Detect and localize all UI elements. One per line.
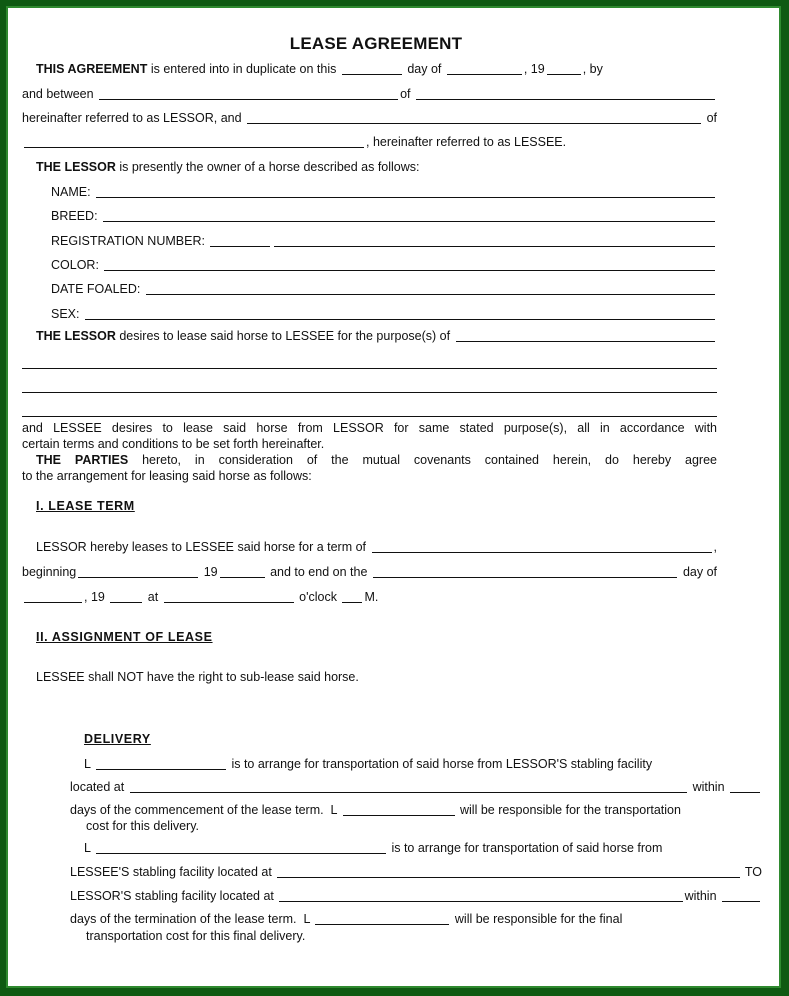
fill-in-blank	[456, 341, 715, 342]
form-text: and between	[22, 87, 98, 101]
form-line-breed	[51, 209, 717, 224]
form-text: , by	[582, 62, 603, 76]
fill-in-blank	[547, 74, 581, 75]
form-line-r5	[36, 160, 420, 175]
form-text: hereinafter referred to as LESSOR, and	[22, 111, 246, 125]
form-line-reg	[51, 234, 717, 249]
form-text: is to arrange for transportation of said horse from LESSOR'S stabling facility	[227, 757, 653, 771]
form-text: , 19	[523, 62, 545, 76]
form-text: within	[689, 780, 728, 794]
form-text: is to arrange for transportation of said horse from	[387, 841, 663, 855]
form-line-name	[51, 185, 717, 200]
form-text: 19	[200, 565, 218, 579]
purpose-blank-line	[22, 392, 717, 393]
form-line-term1	[36, 540, 717, 555]
parties-bold: THE PARTIES	[36, 453, 129, 467]
paragraph-line	[22, 452, 717, 468]
form-text: REGISTRATION NUMBER:	[51, 234, 209, 248]
form-line-d4	[86, 819, 199, 834]
form-line-d6	[70, 865, 762, 880]
fill-in-blank	[220, 577, 265, 578]
paragraph-line: to the arrangement for leasing said horse as follows:	[22, 469, 312, 483]
form-line-sublease	[36, 670, 359, 685]
form-text: COLOR:	[51, 258, 103, 272]
form-text: DATE FOALED:	[51, 282, 144, 296]
fill-in-blank	[96, 853, 386, 854]
form-text: day of	[403, 62, 445, 76]
form-text: within	[684, 889, 720, 903]
form-line-r2	[22, 87, 717, 102]
form-text: LESSEE'S stabling facility located at	[70, 865, 276, 879]
paragraph-line: certain terms and conditions to be set forth hereinafter.	[22, 437, 325, 451]
form-text: LESSOR hereby leases to LESSEE said horse for a term of	[36, 540, 370, 554]
fill-in-blank	[277, 877, 739, 878]
fill-in-blank	[247, 123, 701, 124]
fill-in-blank	[447, 74, 522, 75]
fill-in-blank	[110, 602, 142, 603]
purpose-blank-line	[22, 416, 717, 417]
form-line-color	[51, 258, 717, 273]
fill-in-blank	[24, 602, 82, 603]
form-line-heading2	[36, 630, 213, 645]
form-text: will be responsible for the final	[451, 912, 623, 926]
form-text: ,	[713, 540, 717, 554]
form-text: M.	[364, 590, 379, 604]
form-line-term3	[22, 590, 378, 605]
form-text: is presently the owner of a horse described as follows:	[115, 160, 420, 174]
bold-lead-text: THIS AGREEMENT	[36, 62, 148, 76]
fill-in-blank	[730, 792, 760, 793]
form-text: LESSOR'S stabling facility located at	[70, 889, 278, 903]
form-line-d7	[70, 889, 762, 904]
form-line-term2	[22, 565, 717, 580]
section-heading: DELIVERY	[84, 732, 151, 746]
parties-paragraph	[22, 452, 717, 484]
form-text: days of the commencement of the lease term. L	[70, 803, 341, 817]
fill-in-blank	[24, 147, 364, 148]
form-line-heading3	[84, 732, 151, 747]
bold-lead-text: THE LESSOR	[36, 329, 116, 343]
fill-in-blank	[96, 197, 715, 198]
form-line-sex	[51, 307, 717, 322]
form-text: days of the termination of the lease term. L	[70, 912, 314, 926]
form-line-d5	[84, 841, 762, 856]
form-text: L	[84, 841, 94, 855]
form-text: of	[400, 87, 414, 101]
form-line-r1	[36, 62, 717, 77]
form-line-r4	[22, 135, 566, 150]
form-text: SEX:	[51, 307, 83, 321]
form-line-r3	[22, 111, 717, 126]
form-text: of	[703, 111, 717, 125]
fill-in-blank	[343, 815, 455, 816]
document-page	[6, 6, 781, 988]
fill-in-blank	[85, 319, 715, 320]
purpose-blank-line	[22, 368, 717, 369]
fill-in-blank	[279, 901, 682, 902]
form-line-d2	[70, 780, 762, 795]
fill-in-blank	[210, 246, 270, 247]
fill-in-blank	[96, 769, 226, 770]
form-text: BREED:	[51, 209, 102, 223]
form-text: transportation cost for this final delivery.	[86, 929, 306, 943]
section-heading: I. LEASE TERM	[36, 499, 135, 513]
form-text: beginning	[22, 565, 77, 579]
form-line-heading1	[36, 499, 135, 514]
fill-in-blank	[164, 602, 294, 603]
fill-in-blank	[130, 792, 687, 793]
fill-in-blank	[416, 99, 715, 100]
paragraph-line: and LESSEE desires to lease said horse from LESSOR for same stated purpose(s), all in accordance with	[22, 421, 717, 435]
fill-in-blank	[103, 221, 715, 222]
form-text: desires to lease said horse to LESSEE for the purpose(s) of	[115, 329, 454, 343]
form-text: at	[144, 590, 162, 604]
form-text: , 19	[84, 590, 109, 604]
form-line-foaled	[51, 282, 717, 297]
document-title: LEASE AGREEMENT	[289, 34, 463, 53]
form-text: NAME:	[51, 185, 95, 199]
form-text: is entered into in duplicate on this	[147, 62, 340, 76]
form-text: o'clock	[295, 590, 341, 604]
paragraph-text: hereto, in consideration of the mutual covenants contained herein, do hereby agree	[128, 453, 717, 467]
fill-in-blank	[104, 270, 715, 271]
form-text: , hereinafter referred to as LESSEE.	[366, 135, 567, 149]
form-text: located at	[70, 780, 128, 794]
form-line-d3	[70, 803, 762, 818]
fill-in-blank	[274, 246, 715, 247]
form-line-d9	[86, 929, 305, 944]
fill-in-blank	[146, 294, 715, 295]
fill-in-blank	[722, 901, 760, 902]
form-text: will be responsible for the transportation	[456, 803, 681, 817]
form-text: L	[84, 757, 94, 771]
fill-in-blank	[342, 602, 362, 603]
form-text: and to end on the	[266, 565, 371, 579]
bold-lead-text: THE LESSOR	[36, 160, 116, 174]
fill-in-blank	[372, 552, 712, 553]
fill-in-blank	[99, 99, 398, 100]
form-text: LESSEE shall NOT have the right to sub-lease said horse.	[36, 670, 359, 684]
form-line-d8	[70, 912, 622, 927]
accordance-paragraph	[22, 420, 717, 452]
form-line-purpose	[36, 329, 717, 344]
fill-in-blank	[315, 924, 449, 925]
form-text: TO	[741, 865, 762, 879]
section-heading: II. ASSIGNMENT OF LEASE	[36, 630, 213, 644]
fill-in-blank	[342, 74, 402, 75]
form-text: day of	[679, 565, 717, 579]
form-line-d1	[84, 757, 762, 772]
fill-in-blank	[78, 577, 198, 578]
form-text: cost for this delivery.	[86, 819, 200, 833]
fill-in-blank	[373, 577, 678, 578]
